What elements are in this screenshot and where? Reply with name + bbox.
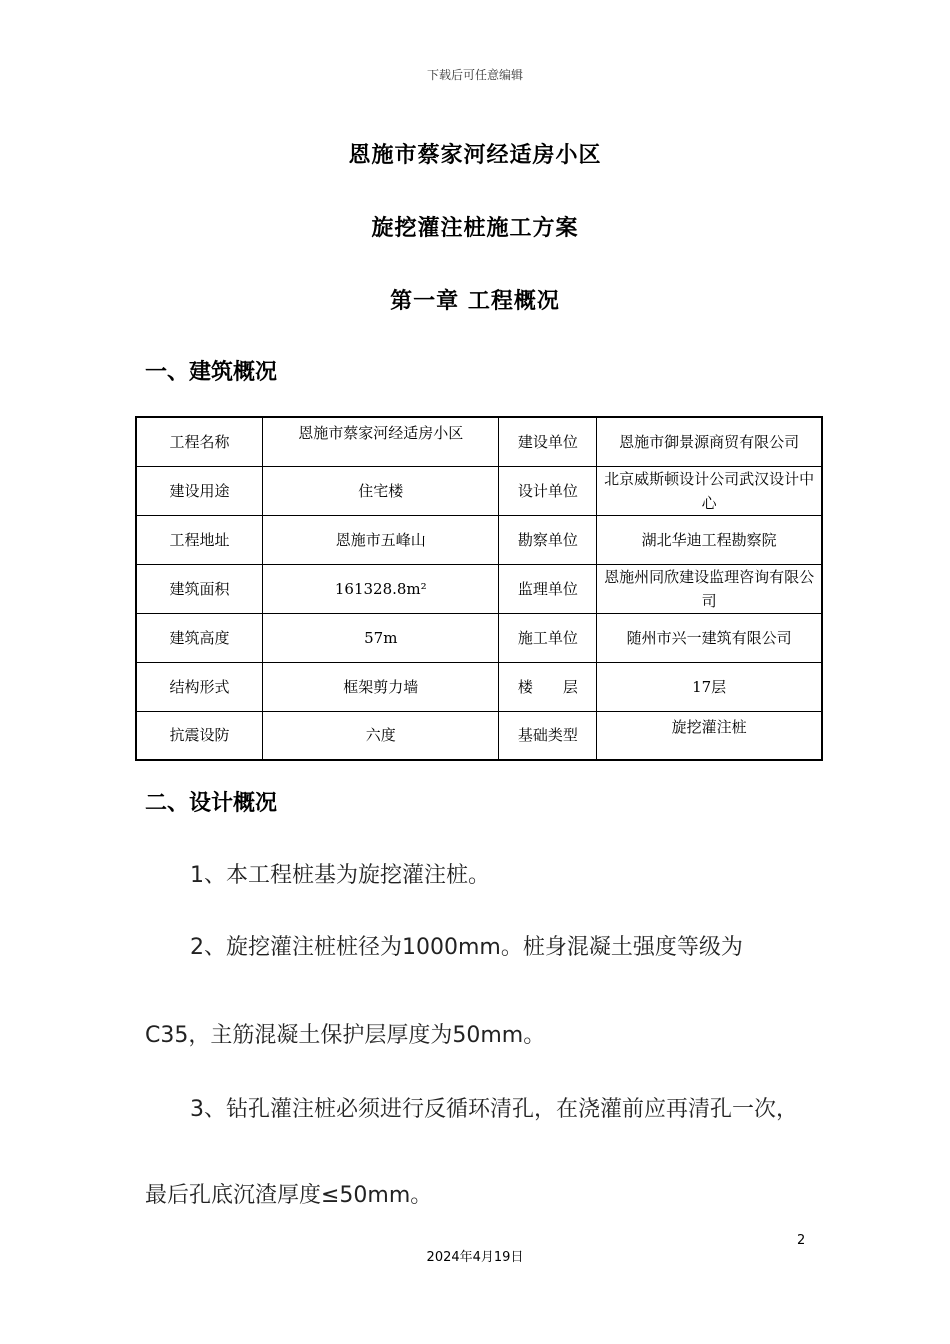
- footer-date: 2024年4月19日: [426, 1250, 524, 1265]
- document-title: 恩施市蔡家河经适房小区: [348, 143, 602, 168]
- paragraph-item-2: 2、旋挖灌注桩桩径为1000mm。桩身混凝土强度等级为: [190, 935, 743, 960]
- table-cell-label: 监理单位: [499, 564, 597, 613]
- table-cell-label: 施工单位: [499, 613, 597, 662]
- section-heading-design-overview: 二、设计概况: [145, 791, 278, 816]
- table-row: [136, 515, 822, 564]
- paragraph-item-2-continued: C35，主筋混凝土保护层厚度为50mm。: [145, 1023, 546, 1048]
- table-cell-value: 随州市兴一建筑有限公司: [597, 613, 822, 662]
- table-cell-label: 建筑面积: [136, 564, 263, 613]
- table-cell-value: 旋挖灌注桩: [597, 711, 822, 760]
- table-cell-label: 建设用途: [136, 466, 263, 515]
- table-row: [136, 662, 822, 711]
- page-number: 2: [797, 1233, 806, 1248]
- table-cell-value: 57m: [263, 613, 499, 662]
- table-cell-value: 17层: [597, 662, 822, 711]
- table-cell-label: 楼 层: [499, 662, 597, 711]
- table-cell-label: 建设单位: [499, 417, 597, 466]
- document-subtitle: 旋挖灌注桩施工方案: [371, 216, 579, 241]
- table-cell-value: 住宅楼: [263, 466, 499, 515]
- table-cell-value: 恩施市御景源商贸有限公司: [597, 417, 822, 466]
- table-cell-value: 恩施州同欣建设监理咨询有限公司: [597, 564, 822, 613]
- section-heading-building-overview: 一、建筑概况: [145, 360, 278, 385]
- header-note: 下载后可任意编辑: [426, 68, 523, 82]
- paragraph-item-3-continued: 最后孔底沉渣厚度≤50mm。: [145, 1183, 433, 1208]
- table-cell-value: 六度: [263, 711, 499, 760]
- table-cell-label: 勘察单位: [499, 515, 597, 564]
- table-cell-value: 恩施市蔡家河经适房小区: [263, 417, 499, 466]
- table-cell-value: 恩施市五峰山: [263, 515, 499, 564]
- table-cell-value: 框架剪力墙: [263, 662, 499, 711]
- table-cell-label: 工程名称: [136, 417, 263, 466]
- table-row: [136, 417, 822, 466]
- paragraph-item-1: 1、本工程桩基为旋挖灌注桩。: [190, 863, 490, 888]
- table-cell-label: 基础类型: [499, 711, 597, 760]
- project-info-table: [135, 416, 823, 761]
- table-cell-value: 北京威斯顿设计公司武汉设计中心: [597, 466, 822, 515]
- table-cell-label: 结构形式: [136, 662, 263, 711]
- table-row: [136, 466, 822, 515]
- table-cell-value: 161328.8m²: [263, 564, 499, 613]
- table-row: [136, 711, 822, 760]
- table-cell-label: 工程地址: [136, 515, 263, 564]
- table-cell-label: 设计单位: [499, 466, 597, 515]
- chapter-title: 第一章 工程概况: [390, 289, 560, 314]
- table-cell-label: 抗震设防: [136, 711, 263, 760]
- paragraph-item-3: 3、钻孔灌注桩必须进行反循环清孔，在浇灌前应再清孔一次，: [190, 1097, 798, 1122]
- table-row: [136, 613, 822, 662]
- table-cell-label: 建筑高度: [136, 613, 263, 662]
- table-row: [136, 564, 822, 613]
- table-cell-value: 湖北华迪工程勘察院: [597, 515, 822, 564]
